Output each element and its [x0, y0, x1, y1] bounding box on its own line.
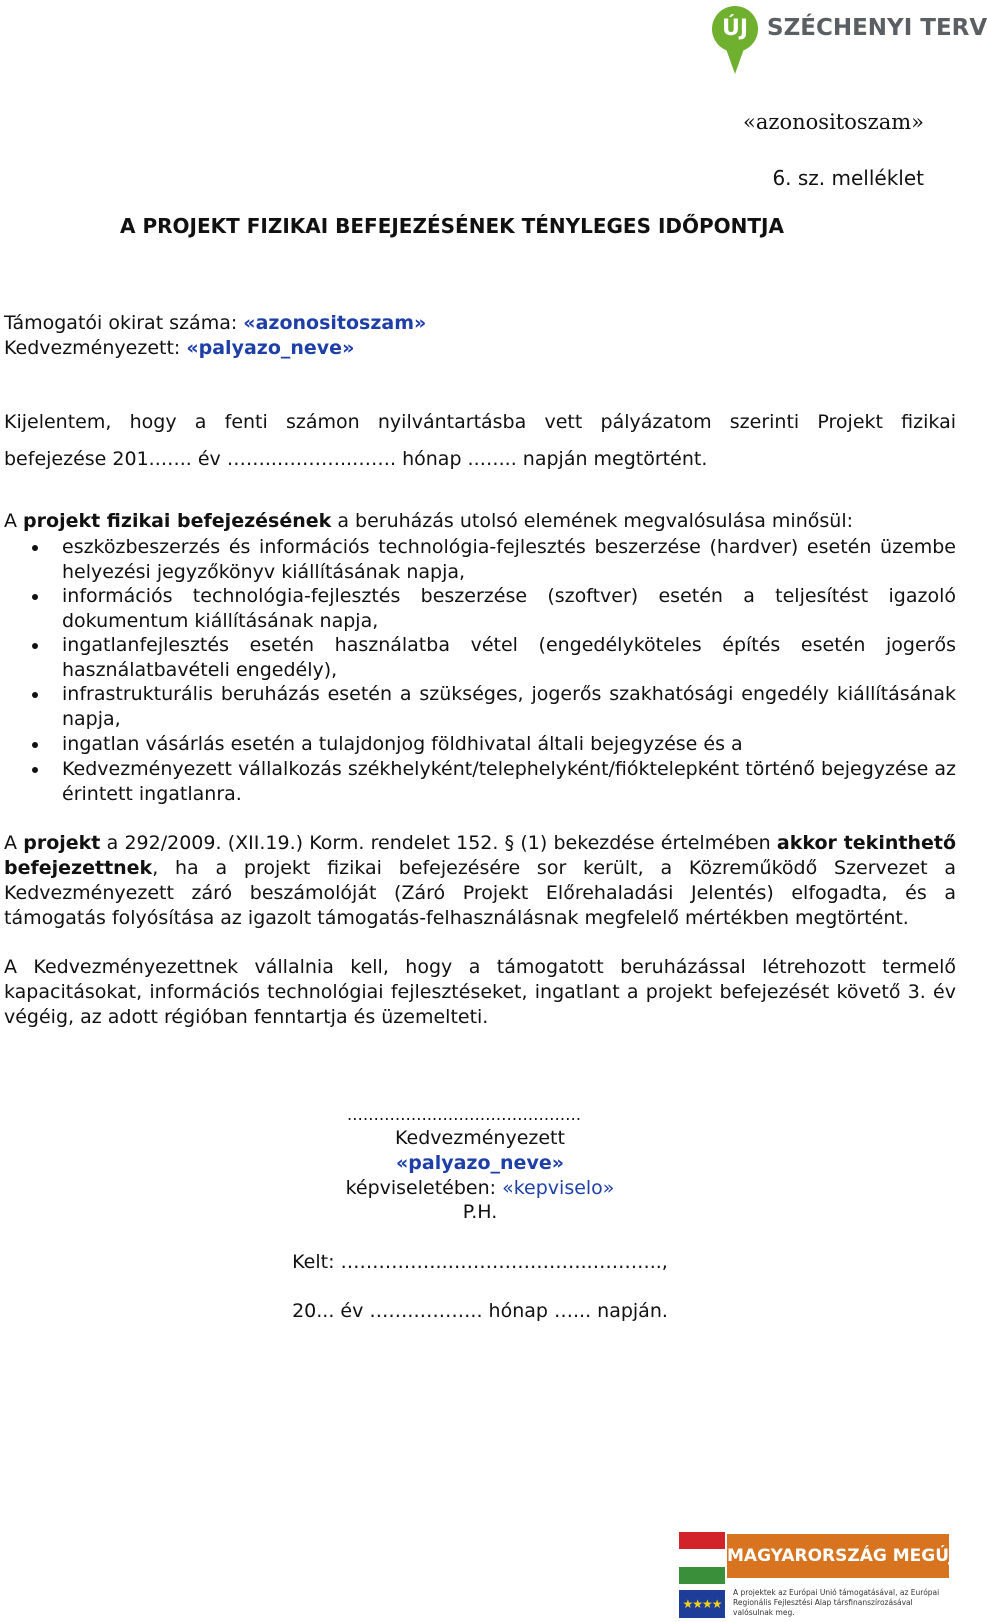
- signature-role: Kedvezményezett: [395, 1127, 565, 1149]
- support-doc-line: [4, 312, 426, 334]
- support-doc-label: Támogatói okirat száma:: [4, 312, 244, 334]
- date-line: 20... év …….……….. hónap …... napján.: [292, 1300, 668, 1322]
- szechenyi-terv-logo: [712, 6, 987, 78]
- hungarian-flag-icon: [679, 1532, 725, 1584]
- bullet-icon: [32, 545, 38, 551]
- document-id-field: «azonositoszam»: [743, 110, 924, 134]
- eu-funding-text: A projektek az Európai Unió támogatásával, az Európai Regionális Fejlesztési Alap társfinanszírozásával valósulnak meg.: [733, 1588, 940, 1617]
- signature-name-field: «palyazo_neve»: [396, 1152, 564, 1174]
- bullet-icon: [32, 767, 38, 773]
- beneficiary-value: «palyazo_neve»: [186, 337, 355, 359]
- representative-line: képviseletében: «kepviselo»: [345, 1177, 615, 1199]
- annex-label: 6. sz. melléklet: [772, 166, 924, 190]
- eu-flag-icon: ★★★★: [679, 1590, 725, 1618]
- stamp-label: P.H.: [462, 1201, 498, 1223]
- definition-term: projekt fizikai befejezésének: [23, 510, 332, 532]
- declaration-line-1: Kijelentem, hogy a fenti számon nyilvántartásba vett pályázatom szerinti Projekt fizikai: [4, 411, 956, 433]
- declaration-line-2: befejezése 201..….. év ……..….……..……. hónap ..…... napján megtörtént.: [4, 448, 708, 470]
- signature-dots: ……………..………………………: [346, 1105, 582, 1124]
- banner-text: MAGYARORSZÁG MEGÚJUL: [727, 1534, 949, 1578]
- support-doc-value: «azonositoszam»: [243, 312, 427, 334]
- pin-logo-icon: ÚJ: [712, 6, 758, 52]
- representative-field: «kepviselo»: [502, 1177, 615, 1199]
- bullet-icon: [32, 594, 38, 600]
- document-title: A PROJEKT FIZIKAI BEFEJEZÉSÉNEK TÉNYLEGES IDŐPONTJA: [120, 214, 784, 238]
- beneficiary-line: [4, 337, 354, 359]
- maintenance-paragraph: A Kedvezményezettnek vállalnia kell, hogy a támogatott beruházással létrehozott termelő kapacitásokat, információs technológiai fejlesztéseket, ingatlant a projekt befejezését követő 3. év végéig, az adott régióban fenntartja és üzemelteti.: [4, 956, 956, 1028]
- magyarorszag-megujul-logo: [679, 1530, 980, 1618]
- place-date-line: Kelt: ……………..…………………..………..,: [292, 1251, 668, 1273]
- bullet-icon: [32, 692, 38, 698]
- beneficiary-label: Kedvezményezett:: [4, 337, 187, 359]
- logo-wordmark: SZÉCHENYI TERV: [767, 15, 987, 41]
- completion-paragraph: A projekt a 292/2009. (XII.19.) Korm. rendelet 152. § (1) bekezdése értelmében akkor tekinthető befejezettnek, ha a projekt fizikai befejezésére sor került, a Közreműködő Szervezet a Kedvezményezett záró beszámolóját (Záró Projekt Előrehaladási Jelentés) elfogadta, és a támogatás folyósítása az igazolt támogatás-felhasználásnak megfelelő mértékben megtörtént.: [4, 832, 956, 929]
- bullet-icon: [32, 643, 38, 649]
- bullet-icon: [32, 742, 38, 748]
- definition-intro: A projekt fizikai befejezésének a beruházás utolsó elemének megvalósulása minősül:: [4, 510, 854, 532]
